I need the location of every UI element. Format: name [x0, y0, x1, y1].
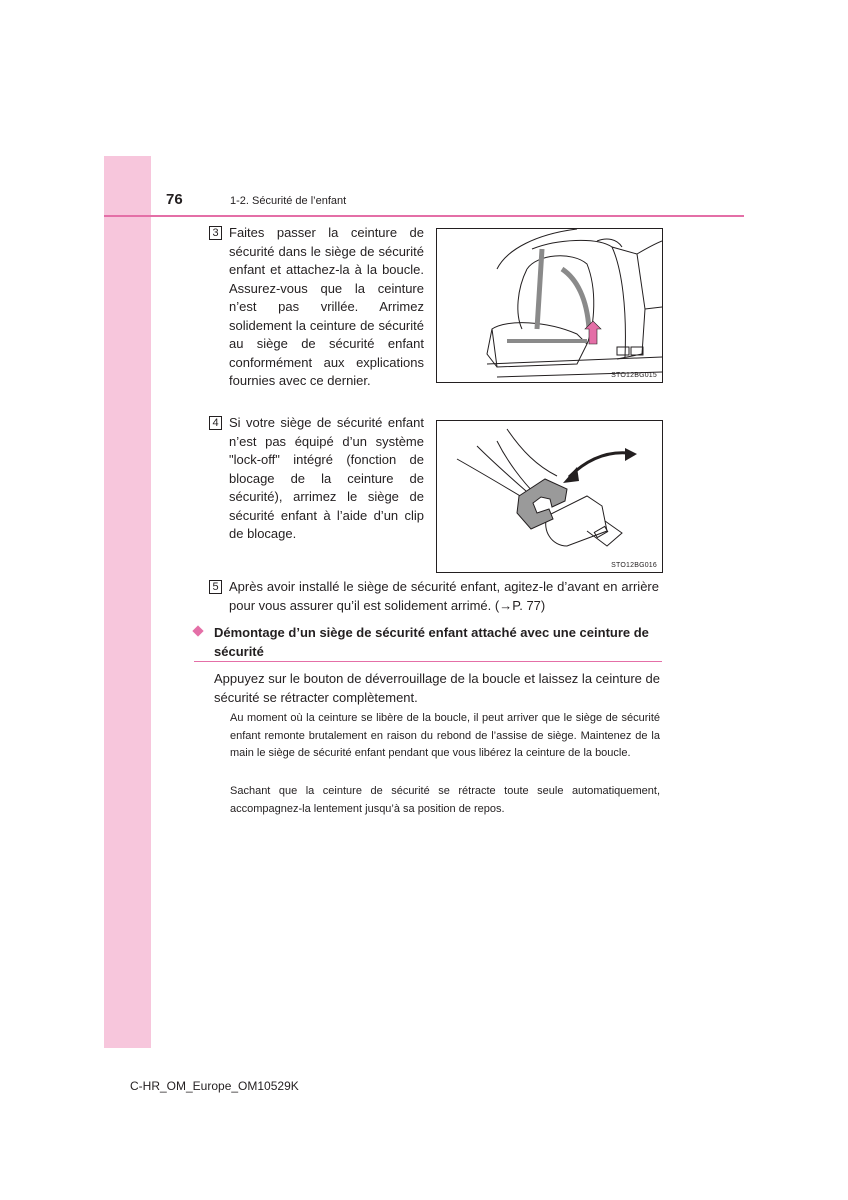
subsection-title: Démontage d’un siège de sécurité enfant attaché avec une ceinture de sécurité [214, 625, 649, 659]
child-seat-illustration [437, 229, 662, 382]
step-text: Après avoir installé le siège de sécurité enfant, agitez-le d’avant en arrière pour vous assurer qu’il est solidement arrimé. (→P. 77) [229, 579, 659, 613]
step-number: 5 [209, 580, 222, 594]
step-text: Si votre siège de sécurité enfant n’est pas équipé d’un système "lock-off" intégré (fonction de blocage de la ceinture de sécurité), arrimez le siège de sécurité enfant à l’aide d’un clip de blocage. [229, 415, 424, 541]
page-number: 76 [166, 191, 183, 208]
section-title: 1-2. Sécurité de l’enfant [230, 195, 347, 207]
side-tab [104, 156, 151, 1048]
instruction-paragraph: Appuyez sur le bouton de déverrouillage de la boucle et laissez la ceinture de sécurité se rétracter complètement. [214, 671, 660, 705]
diamond-bullet-icon [192, 625, 203, 636]
step-text: Faites passer la ceinture de sécurité dans le siège de sécurité enfant et attachez-la à la boucle. Assurez-vous que la ceinture n’est pas vrillée. Arrimez solidement la ceinture de sécurité au siège de sécurité enfant conformément aux explications fournies avec ce dernier. [229, 225, 424, 388]
note-2: Sachant que la ceinture de sécurité se rétracte toute seule automatiquement, accompagnez-la lentement jusqu’à sa position de repos. [230, 785, 660, 815]
doc-code: C-HR_OM_Europe_OM10529K [130, 1079, 299, 1093]
locking-clip-illustration [437, 421, 662, 572]
figure-code: STO12BG015 [611, 372, 657, 379]
figure-locking-clip [436, 420, 663, 573]
step-number: 4 [209, 416, 222, 430]
figure-code: STO12BG016 [611, 562, 657, 569]
header-rule [104, 215, 744, 217]
subsection-rule [194, 661, 662, 662]
note-1: Au moment où la ceinture se libère de la boucle, il peut arriver que le siège de sécurité enfant remonte brutalement en raison du rebond de l’assise de siège. Maintenez de la main le siège de sécurité enfant pendant que vous libérez la ceinture de la boucle. [230, 712, 660, 759]
step-number: 3 [209, 226, 222, 240]
figure-child-seat-installed [436, 228, 663, 383]
